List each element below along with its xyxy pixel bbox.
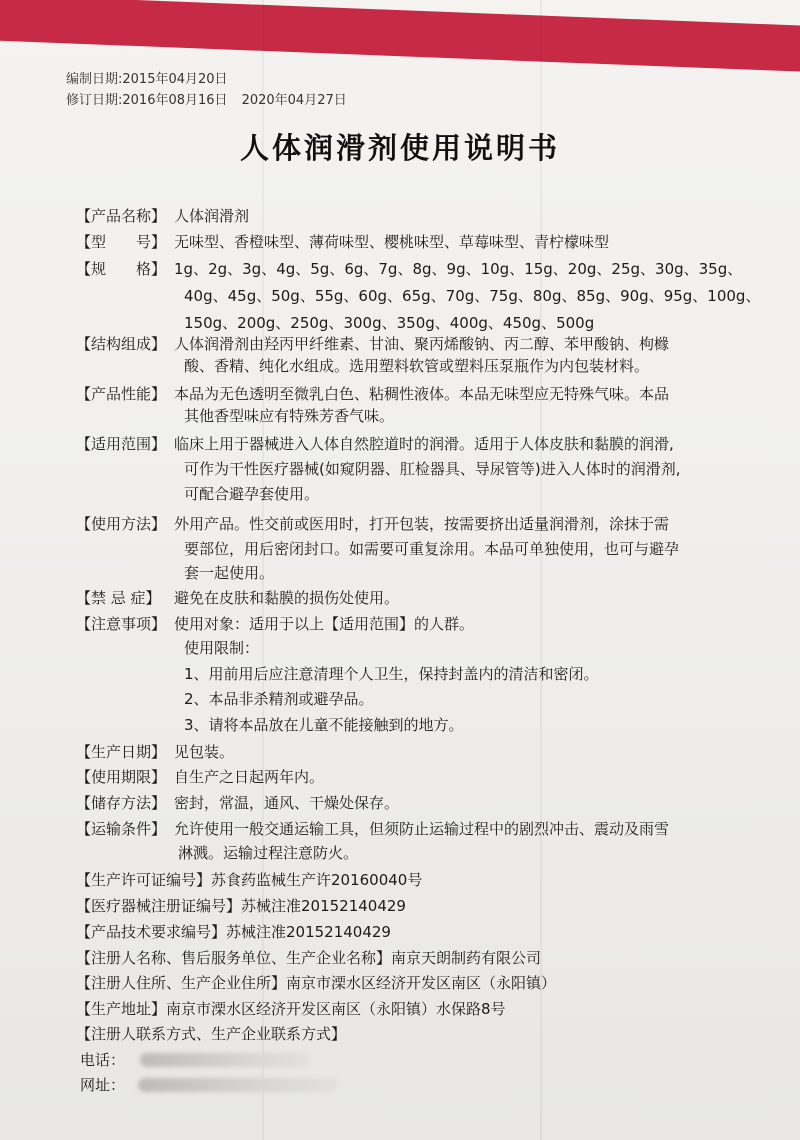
device-registration: 【医疗器械注册证编号】苏械注准20152140429 (76, 897, 406, 915)
field-value: 见包装。 (174, 743, 235, 761)
redacted-website (138, 1078, 338, 1092)
field-production-date (76, 742, 776, 763)
list-item: 2、本品非杀精剂或避孕品。 (184, 690, 374, 708)
field-value: 外用产品。性交前或医用时，打开包装，按需要挤出适量润滑剂，涂抹于需 (174, 515, 670, 533)
field-value: 可配合避孕套使用。 (184, 485, 320, 503)
phone-label: 电话： (80, 1051, 126, 1069)
production-address: 【生产地址】南京市溧水区经济开发区南区（永阳镇）水保路8号 (76, 1000, 506, 1018)
redacted-phone (140, 1053, 310, 1067)
field-label: 【产品名称】 (76, 207, 167, 225)
field-model (76, 232, 776, 253)
field-value: 避免在皮肤和黏膜的损伤处使用。 (174, 589, 400, 607)
revised-date-1: 2016年08月16日 (122, 93, 228, 108)
field-value: 自生产之日起两年内。 (174, 768, 325, 786)
field-value: 要部位，用后密闭封口。如需要可重复涂用。本品可单独使用，也可与避孕 (184, 540, 680, 558)
field-label: 【注意事项】 (76, 615, 167, 633)
production-license: 【生产许可证编号】苏食药监械生产许20160040号 (76, 871, 423, 889)
field-value: 其他香型味应有特殊芳香气味。 (184, 407, 395, 425)
field-label: 【产品性能】 (76, 385, 167, 403)
list-item: 1、用前用后应注意清理个人卫生，保持封盖内的清洁和密闭。 (184, 665, 599, 683)
field-value: 密封，常温，通风、干燥处保存。 (174, 794, 400, 812)
field-precautions (76, 614, 776, 635)
field-label: 【生产日期】 (76, 743, 167, 761)
field-label: 【储存方法】 (76, 794, 167, 812)
compiled-label: 编制日期: (66, 72, 123, 87)
field-scope (76, 434, 776, 455)
field-label: 【运输条件】 (76, 820, 167, 838)
field-value: 淋溅。运输过程注意防火。 (178, 844, 359, 862)
field-value: 40g、45g、50g、55g、60g、65g、70g、75g、80g、85g、90g、95g、100g、 (184, 287, 761, 305)
field-label: 【禁 忌 症】 (76, 589, 161, 607)
compiled-date: 2015年04月20日 (122, 72, 228, 87)
tech-requirement: 【产品技术要求编号】苏械注准20152140429 (76, 923, 391, 941)
field-value: 人体润滑剂由羟丙甲纤维素、甘油、聚丙烯酸钠、丙二醇、苯甲酸钠、枸橼 (174, 335, 670, 353)
field-label: 【型 号】 (76, 233, 167, 251)
field-composition (76, 334, 776, 355)
revised-date-2: 2020年04月27日 (241, 93, 347, 108)
contact-heading: 【注册人联系方式、生产企业联系方式】 (76, 1025, 347, 1043)
registrant-name: 【注册人名称、售后服务单位、生产企业名称】南京天朗制药有限公司 (76, 949, 542, 967)
field-value: 1g、2g、3g、4g、5g、6g、7g、8g、9g、10g、15g、20g、25g、30g、35g、 (174, 260, 743, 278)
field-product-name (76, 206, 776, 227)
registrant-address: 【注册人住所、生产企业住所】南京市溧水区经济开发区南区（永阳镇） (76, 974, 557, 992)
website-label: 网址： (80, 1076, 126, 1094)
revised-label: 修订日期: (66, 93, 123, 108)
paper-fold-line (540, 0, 542, 1140)
field-value: 可作为干性医疗器械(如窥阴器、肛检器具、导尿管等)进入人体时的润滑剂, (184, 460, 681, 478)
field-label: 【使用方法】 (76, 515, 167, 533)
field-value: 150g、200g、250g、300g、350g、400g、450g、500g (184, 314, 595, 332)
revised-date-line (66, 89, 347, 108)
field-contraindication (76, 588, 776, 609)
field-shelf-life (76, 767, 776, 788)
field-value: 套一起使用。 (184, 564, 275, 582)
field-label: 【规 格】 (76, 260, 167, 278)
field-value: 允许使用一般交通运输工具，但须防止运输过程中的剧烈冲击、震动及雨雪 (174, 820, 670, 838)
field-value: 本品为无色透明至微乳白色、粘稠性液体。本品无味型应无特殊气味。本品 (174, 385, 670, 403)
field-transport (76, 819, 776, 840)
red-header-band (0, 0, 800, 73)
field-storage (76, 793, 776, 814)
field-spec (76, 259, 776, 280)
field-value: 无味型、香橙味型、薄荷味型、樱桃味型、草莓味型、青柠檬味型 (174, 233, 610, 251)
field-value: 使用对象：适用于以上【适用范围】的人群。 (174, 615, 475, 633)
field-label: 【适用范围】 (76, 435, 167, 453)
compiled-date-line (66, 68, 228, 87)
field-label: 【使用期限】 (76, 768, 167, 786)
document-title: 人体润滑剂使用说明书 (239, 131, 560, 165)
field-value: 酸、香精、纯化水组成。选用塑料软管或塑料压泵瓶作为内包装材料。 (184, 357, 650, 375)
field-value: 人体润滑剂 (174, 207, 250, 225)
field-usage (76, 514, 776, 535)
list-item: 3、请将本品放在儿童不能接触到的地方。 (184, 716, 464, 734)
field-label: 【结构组成】 (76, 335, 167, 353)
field-performance (76, 384, 776, 405)
field-value: 使用限制： (184, 639, 260, 657)
field-value: 临床上用于器械进入人体自然腔道时的润滑。适用于人体皮肤和黏膜的润滑, (174, 435, 674, 453)
